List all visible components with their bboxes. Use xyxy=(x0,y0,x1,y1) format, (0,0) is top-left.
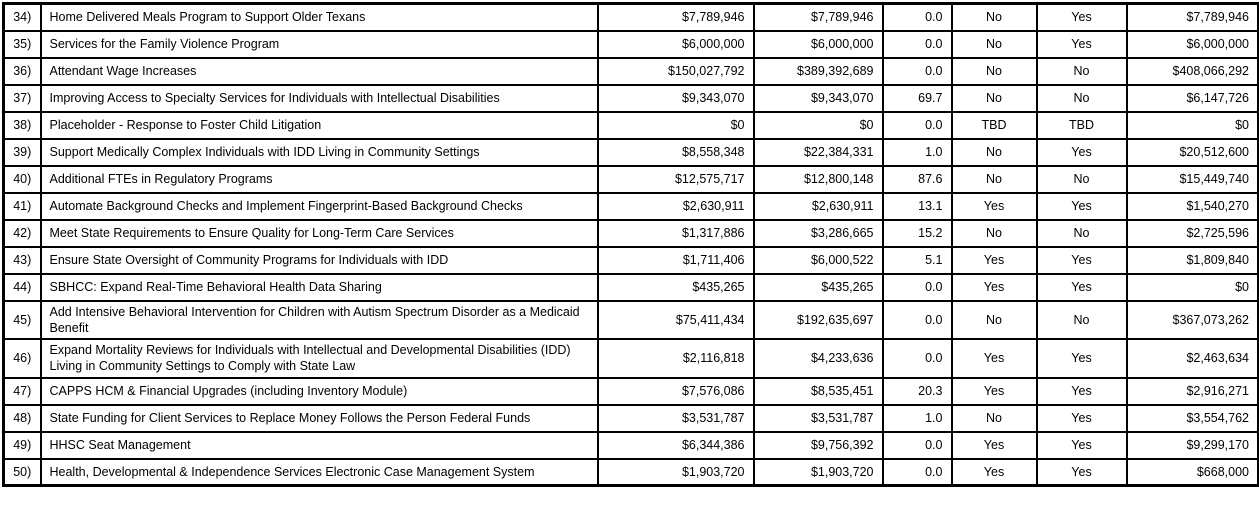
item-number-cell: 43) xyxy=(4,247,41,274)
flag-2-cell: Yes xyxy=(1037,4,1127,31)
amount-2-cell: $6,000,000 xyxy=(754,31,883,58)
amount-1-cell: $1,317,886 xyxy=(598,220,754,247)
flag-1-cell: No xyxy=(952,166,1037,193)
flag-2-cell: No xyxy=(1037,85,1127,112)
amount-1-cell: $2,630,911 xyxy=(598,193,754,220)
amount-3-cell: $20,512,600 xyxy=(1127,139,1259,166)
amount-1-cell: $12,575,717 xyxy=(598,166,754,193)
amount-3-cell: $6,000,000 xyxy=(1127,31,1259,58)
table-row xyxy=(4,139,1259,166)
flag-1-cell: Yes xyxy=(952,193,1037,220)
flag-1-cell: No xyxy=(952,301,1037,340)
amount-2-cell: $8,535,451 xyxy=(754,378,883,405)
amount-2-cell: $7,789,946 xyxy=(754,4,883,31)
fte-cell: 69.7 xyxy=(883,85,952,112)
fte-cell: 1.0 xyxy=(883,139,952,166)
amount-2-cell: $192,635,697 xyxy=(754,301,883,340)
amount-1-cell: $9,343,070 xyxy=(598,85,754,112)
flag-2-cell: No xyxy=(1037,220,1127,247)
fte-cell: 0.0 xyxy=(883,459,952,486)
flag-2-cell: Yes xyxy=(1037,405,1127,432)
item-description-cell: Home Delivered Meals Program to Support Older Texans xyxy=(41,4,598,31)
amount-2-cell: $12,800,148 xyxy=(754,166,883,193)
fte-cell: 15.2 xyxy=(883,220,952,247)
amount-3-cell: $367,073,262 xyxy=(1127,301,1259,340)
flag-2-cell: No xyxy=(1037,58,1127,85)
flag-2-cell: TBD xyxy=(1037,112,1127,139)
fte-cell: 0.0 xyxy=(883,4,952,31)
table-row xyxy=(4,405,1259,432)
item-number-cell: 49) xyxy=(4,432,41,459)
flag-2-cell: Yes xyxy=(1037,274,1127,301)
amount-3-cell: $1,809,840 xyxy=(1127,247,1259,274)
amount-3-cell: $15,449,740 xyxy=(1127,166,1259,193)
amount-3-cell: $3,554,762 xyxy=(1127,405,1259,432)
fte-cell: 0.0 xyxy=(883,339,952,378)
amount-2-cell: $6,000,522 xyxy=(754,247,883,274)
amount-2-cell: $9,343,070 xyxy=(754,85,883,112)
amount-2-cell: $389,392,689 xyxy=(754,58,883,85)
fte-cell: 0.0 xyxy=(883,432,952,459)
item-number-cell: 40) xyxy=(4,166,41,193)
flag-2-cell: Yes xyxy=(1037,339,1127,378)
amount-2-cell: $0 xyxy=(754,112,883,139)
amount-1-cell: $0 xyxy=(598,112,754,139)
fte-cell: 0.0 xyxy=(883,274,952,301)
flag-1-cell: Yes xyxy=(952,432,1037,459)
amount-1-cell: $150,027,792 xyxy=(598,58,754,85)
amount-2-cell: $2,630,911 xyxy=(754,193,883,220)
table-row xyxy=(4,247,1259,274)
table-row xyxy=(4,85,1259,112)
amount-2-cell: $9,756,392 xyxy=(754,432,883,459)
amount-3-cell: $668,000 xyxy=(1127,459,1259,486)
table-row xyxy=(4,274,1259,301)
item-number-cell: 45) xyxy=(4,301,41,340)
table-row xyxy=(4,378,1259,405)
item-description-cell: Automate Background Checks and Implement Fingerprint-Based Background Checks xyxy=(41,193,598,220)
flag-2-cell: Yes xyxy=(1037,459,1127,486)
flag-1-cell: No xyxy=(952,31,1037,58)
item-number-cell: 34) xyxy=(4,4,41,31)
amount-1-cell: $435,265 xyxy=(598,274,754,301)
amount-3-cell: $6,147,726 xyxy=(1127,85,1259,112)
amount-3-cell: $9,299,170 xyxy=(1127,432,1259,459)
amount-1-cell: $8,558,348 xyxy=(598,139,754,166)
amount-1-cell: $7,576,086 xyxy=(598,378,754,405)
flag-2-cell: No xyxy=(1037,301,1127,340)
item-description-cell: Placeholder - Response to Foster Child Litigation xyxy=(41,112,598,139)
item-number-cell: 36) xyxy=(4,58,41,85)
amount-1-cell: $1,711,406 xyxy=(598,247,754,274)
amount-3-cell: $2,463,634 xyxy=(1127,339,1259,378)
item-description-cell: Add Intensive Behavioral Intervention for Children with Autism Spectrum Disorder as a Medicaid Benefit xyxy=(41,301,598,340)
table-row xyxy=(4,459,1259,486)
amount-2-cell: $435,265 xyxy=(754,274,883,301)
item-number-cell: 46) xyxy=(4,339,41,378)
amount-3-cell: $2,916,271 xyxy=(1127,378,1259,405)
item-description-cell: CAPPS HCM & Financial Upgrades (including Inventory Module) xyxy=(41,378,598,405)
item-number-cell: 39) xyxy=(4,139,41,166)
item-number-cell: 44) xyxy=(4,274,41,301)
table-row xyxy=(4,432,1259,459)
table-row xyxy=(4,193,1259,220)
item-number-cell: 37) xyxy=(4,85,41,112)
flag-1-cell: No xyxy=(952,85,1037,112)
amount-1-cell: $6,344,386 xyxy=(598,432,754,459)
fte-cell: 5.1 xyxy=(883,247,952,274)
fte-cell: 13.1 xyxy=(883,193,952,220)
flag-2-cell: Yes xyxy=(1037,31,1127,58)
table-row xyxy=(4,4,1259,31)
item-description-cell: Meet State Requirements to Ensure Quality for Long-Term Care Services xyxy=(41,220,598,247)
flag-2-cell: Yes xyxy=(1037,247,1127,274)
flag-2-cell: Yes xyxy=(1037,432,1127,459)
flag-1-cell: TBD xyxy=(952,112,1037,139)
fte-cell: 1.0 xyxy=(883,405,952,432)
flag-1-cell: No xyxy=(952,220,1037,247)
amount-3-cell: $2,725,596 xyxy=(1127,220,1259,247)
item-number-cell: 42) xyxy=(4,220,41,247)
item-description-cell: Ensure State Oversight of Community Programs for Individuals with IDD xyxy=(41,247,598,274)
amount-3-cell: $1,540,270 xyxy=(1127,193,1259,220)
item-description-cell: HHSC Seat Management xyxy=(41,432,598,459)
fte-cell: 0.0 xyxy=(883,31,952,58)
item-description-cell: Health, Developmental & Independence Services Electronic Case Management System xyxy=(41,459,598,486)
amount-3-cell: $7,789,946 xyxy=(1127,4,1259,31)
budget-table-body xyxy=(4,4,1259,486)
flag-1-cell: Yes xyxy=(952,274,1037,301)
item-number-cell: 47) xyxy=(4,378,41,405)
item-description-cell: Improving Access to Specialty Services for Individuals with Intellectual Disabilities xyxy=(41,85,598,112)
item-description-cell: Attendant Wage Increases xyxy=(41,58,598,85)
amount-3-cell: $408,066,292 xyxy=(1127,58,1259,85)
item-description-cell: Support Medically Complex Individuals with IDD Living in Community Settings xyxy=(41,139,598,166)
table-row xyxy=(4,112,1259,139)
amount-2-cell: $3,531,787 xyxy=(754,405,883,432)
budget-items-table xyxy=(2,2,1259,487)
amount-2-cell: $1,903,720 xyxy=(754,459,883,486)
table-row xyxy=(4,220,1259,247)
amount-3-cell: $0 xyxy=(1127,112,1259,139)
item-description-cell: Additional FTEs in Regulatory Programs xyxy=(41,166,598,193)
amount-2-cell: $4,233,636 xyxy=(754,339,883,378)
amount-3-cell: $0 xyxy=(1127,274,1259,301)
item-number-cell: 38) xyxy=(4,112,41,139)
item-number-cell: 41) xyxy=(4,193,41,220)
amount-2-cell: $3,286,665 xyxy=(754,220,883,247)
item-number-cell: 50) xyxy=(4,459,41,486)
item-description-cell: State Funding for Client Services to Replace Money Follows the Person Federal Funds xyxy=(41,405,598,432)
amount-1-cell: $7,789,946 xyxy=(598,4,754,31)
flag-1-cell: No xyxy=(952,58,1037,85)
amount-1-cell: $3,531,787 xyxy=(598,405,754,432)
flag-1-cell: Yes xyxy=(952,459,1037,486)
table-row xyxy=(4,301,1259,340)
table-row xyxy=(4,31,1259,58)
amount-1-cell: $6,000,000 xyxy=(598,31,754,58)
flag-1-cell: No xyxy=(952,405,1037,432)
fte-cell: 87.6 xyxy=(883,166,952,193)
table-row xyxy=(4,166,1259,193)
table-row xyxy=(4,58,1259,85)
flag-2-cell: Yes xyxy=(1037,193,1127,220)
flag-1-cell: No xyxy=(952,139,1037,166)
flag-1-cell: Yes xyxy=(952,378,1037,405)
flag-1-cell: No xyxy=(952,4,1037,31)
amount-1-cell: $75,411,434 xyxy=(598,301,754,340)
table-row xyxy=(4,339,1259,378)
item-description-cell: Expand Mortality Reviews for Individuals with Intellectual and Developmental Disabilities (IDD) Living in Community Settings to Comply with State Law xyxy=(41,339,598,378)
fte-cell: 0.0 xyxy=(883,301,952,340)
flag-2-cell: Yes xyxy=(1037,139,1127,166)
fte-cell: 0.0 xyxy=(883,58,952,85)
item-description-cell: SBHCC: Expand Real-Time Behavioral Health Data Sharing xyxy=(41,274,598,301)
amount-1-cell: $2,116,818 xyxy=(598,339,754,378)
flag-2-cell: Yes xyxy=(1037,378,1127,405)
flag-1-cell: Yes xyxy=(952,247,1037,274)
amount-2-cell: $22,384,331 xyxy=(754,139,883,166)
item-description-cell: Services for the Family Violence Program xyxy=(41,31,598,58)
flag-1-cell: Yes xyxy=(952,339,1037,378)
fte-cell: 20.3 xyxy=(883,378,952,405)
item-number-cell: 48) xyxy=(4,405,41,432)
fte-cell: 0.0 xyxy=(883,112,952,139)
flag-2-cell: No xyxy=(1037,166,1127,193)
item-number-cell: 35) xyxy=(4,31,41,58)
amount-1-cell: $1,903,720 xyxy=(598,459,754,486)
